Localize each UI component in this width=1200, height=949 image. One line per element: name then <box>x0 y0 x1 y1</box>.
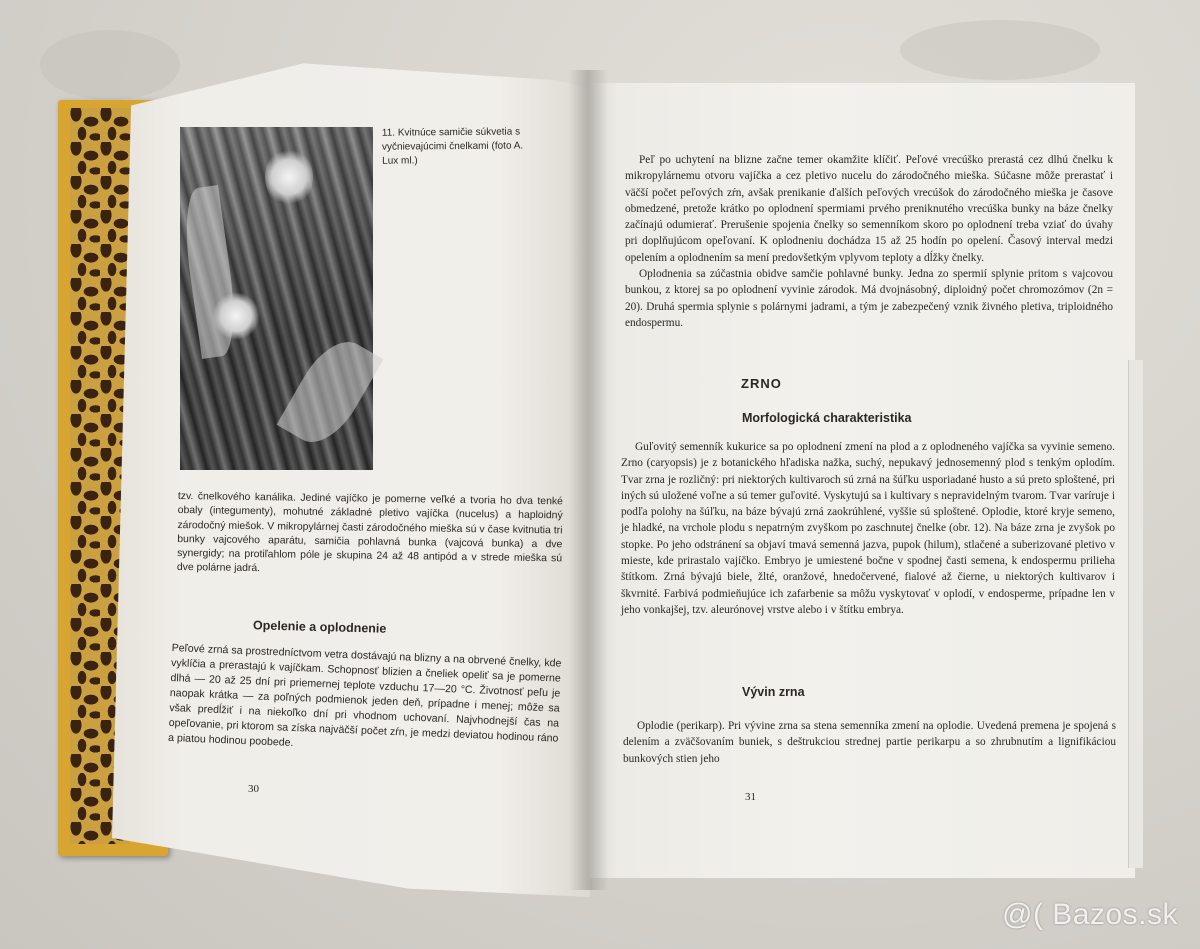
page-number-left: 30 <box>248 783 259 795</box>
photo-caption: 11. Kvitnúce samičie súkvetia s vyčnievajúcimi čnelkami (foto A. Lux ml.) <box>381 126 524 167</box>
left-body-bottom: Peľové zrná sa prostredníctvom vetra dostávajú na blizny a na obrvené čnelky, kde vyklíčia a prerastajú k vajíčkam. Schopnosť blizien a čneliek opeliť sa je pomerne dlhá — 20 až 25 dní pri priemernej teplote vzduchu 17—20 °C. Životnosť peľu je naopak krátka — za poľných podmienok jeden deň, prípadne i menej; môže sa však predĺžiť i na niekoľko dní pri vhodnom uchovaní. Najvhodnejší čas na opeľovanie, pri ktorom sa získa najväčší počet zŕn, je medzi deviatou hodinou ráno a piatou hodinou poobede. <box>167 641 562 749</box>
bazos-watermark: @( Bazos.sk <box>1002 898 1178 931</box>
page-number-right: 31 <box>745 791 756 803</box>
paragraph-gulovity: Guľovitý semenník kukurice sa po oplodnení zmení na plod a z oplodneného vajíčka sa vyvinie semeno. Zrno (caryopsis) je z botanického hľadiska nažka, suchý, nepukavý jednosemenný plod s tenkým oplodím. Tvar zrna je rozličný: pri niektorých kultivaroch sú zrná na šúľku usporiadané husto a sú preto sploštené, pri iných sú uložené voľne a sú temer guľovité. Vyskytujú sa i kultivary s nepravidelným tvarom. Tvar varíruje i podľa polohy na šúľku, na báze bývajú zrná zaokrúhlené, vyššie sú sploštené. Oplodie, ktoré kryje semeno, je hladké, na vrchole plodu s nepatrným zvyškom po zaschnutej čnelke (obr. 12). Na báze zrna je zvyšok po stopke. Po jeho odstránení sa objaví tmavá semenná jazva, pupok (hilum), stlačené a suberizované pletivo v mieste, kde prirastalo vajíčko. Embryo je umiestené bočne v spodnej časti semena, k endospermu prilieha štítkom. Zrná bývajú biele, žlté, oranžové, hnedočervené, fialové až čierne, u niektorých kultivarov i škvrnité. Farbivá podmieňujúce ich zafarbenie sa môžu vyskytovať v oplodí, v endosperme, prípadne len v jeho vonkajšej, tzv. aleurónovej vrstve alebo i v štítku embrya. <box>621 441 1115 616</box>
right-body-top <box>625 152 1113 331</box>
spine-shadow <box>568 70 608 890</box>
table-stain <box>40 30 180 100</box>
paragraph-oplodie: Oplodie (perikarp). Pri vývine zrna sa stena semenníka zmení na oplodie. Uvedená premena je spojená s delením a zväčšovaním buniek, s deštrukciou strednej partie perikarpu a so zhrubnutím a lignifikáciou bunkových stien jeho <box>623 720 1116 765</box>
section-heading-morfologicka: Morfologická charakteristika <box>742 411 912 425</box>
right-body-middle <box>621 439 1115 618</box>
right-body-bottom <box>623 718 1116 767</box>
paragraph-pel: Peľ po uchytení na blizne začne temer okamžite klíčiť. Peľové vrecúško prerastá cez dlhú čnelku k mikropylárnemu otvoru vajíčka a cez pletivo nucelu do zárodočného mieška. Súčasne môže prerastať i väčší počet peľových zŕn, avšak prenikanie ďalších peľových vrecúšok do zárodočného mieška je časove obmedzené, pretože krátko po oplodnení spermiami prvého preniknutého vrecúška bunky na báze čnelky začínajú odumierať. Prerušenie spojenia čnelky so semenníkom skoro po oplodnení treba vziať do úvahy pri doplňujúcom opeľovaní. K oplodneniu dochádza 15 až 25 hodín po opelení. Časový interval medzi opelením a oplodnením sa mení predovšetkým vplyvom teploty a dĺžky čnelky. <box>625 154 1113 264</box>
paragraph-oplodnenia: Oplodnenia sa zúčastnia obidve samčie pohlavné bunky. Jedna zo spermií splynie pritom s vajcovou bunkou, z ktorej sa po oplodnení vyvinie zárodok. Má dvojnásobný, diploidný počet chromozómov (2n = 20). Druhá spermia splynie s polárnymi jadrami, a tým je zabezpečený vznik živného pletiva, triploidného endospermu. <box>625 268 1113 329</box>
section-heading-opelenie: Opelenie a oplodnenie <box>252 618 387 636</box>
photo-silk <box>212 292 260 340</box>
left-body-top: tzv. čnelkového kanálika. Jediné vajíčko je pomerne veľké a tvoria ho dva tenké obaly (integumenty), mohutné základné pletivo vajíčka (nucelus) a haploidný zárodočný miešok. V mikropylárnej časti zárodočného mieška sú v čase kvitnutia tri bunky vajcového aparátu, samičia pohlavná bunka (vajcová bunka) a dve synergidy; na protiľahlom póle je skupina 24 až 48 antipód a v strede mieška sú dve polárne jadrá. <box>176 490 563 575</box>
section-heading-vyvin-zrna: Vývin zrna <box>742 685 805 699</box>
photo-silk <box>265 147 313 207</box>
table-stain <box>900 20 1100 80</box>
right-page-edge <box>1128 360 1143 868</box>
chapter-heading-zrno: ZRNO <box>741 376 782 391</box>
photo-leaf <box>277 329 384 454</box>
corn-silk-photo <box>180 127 373 470</box>
